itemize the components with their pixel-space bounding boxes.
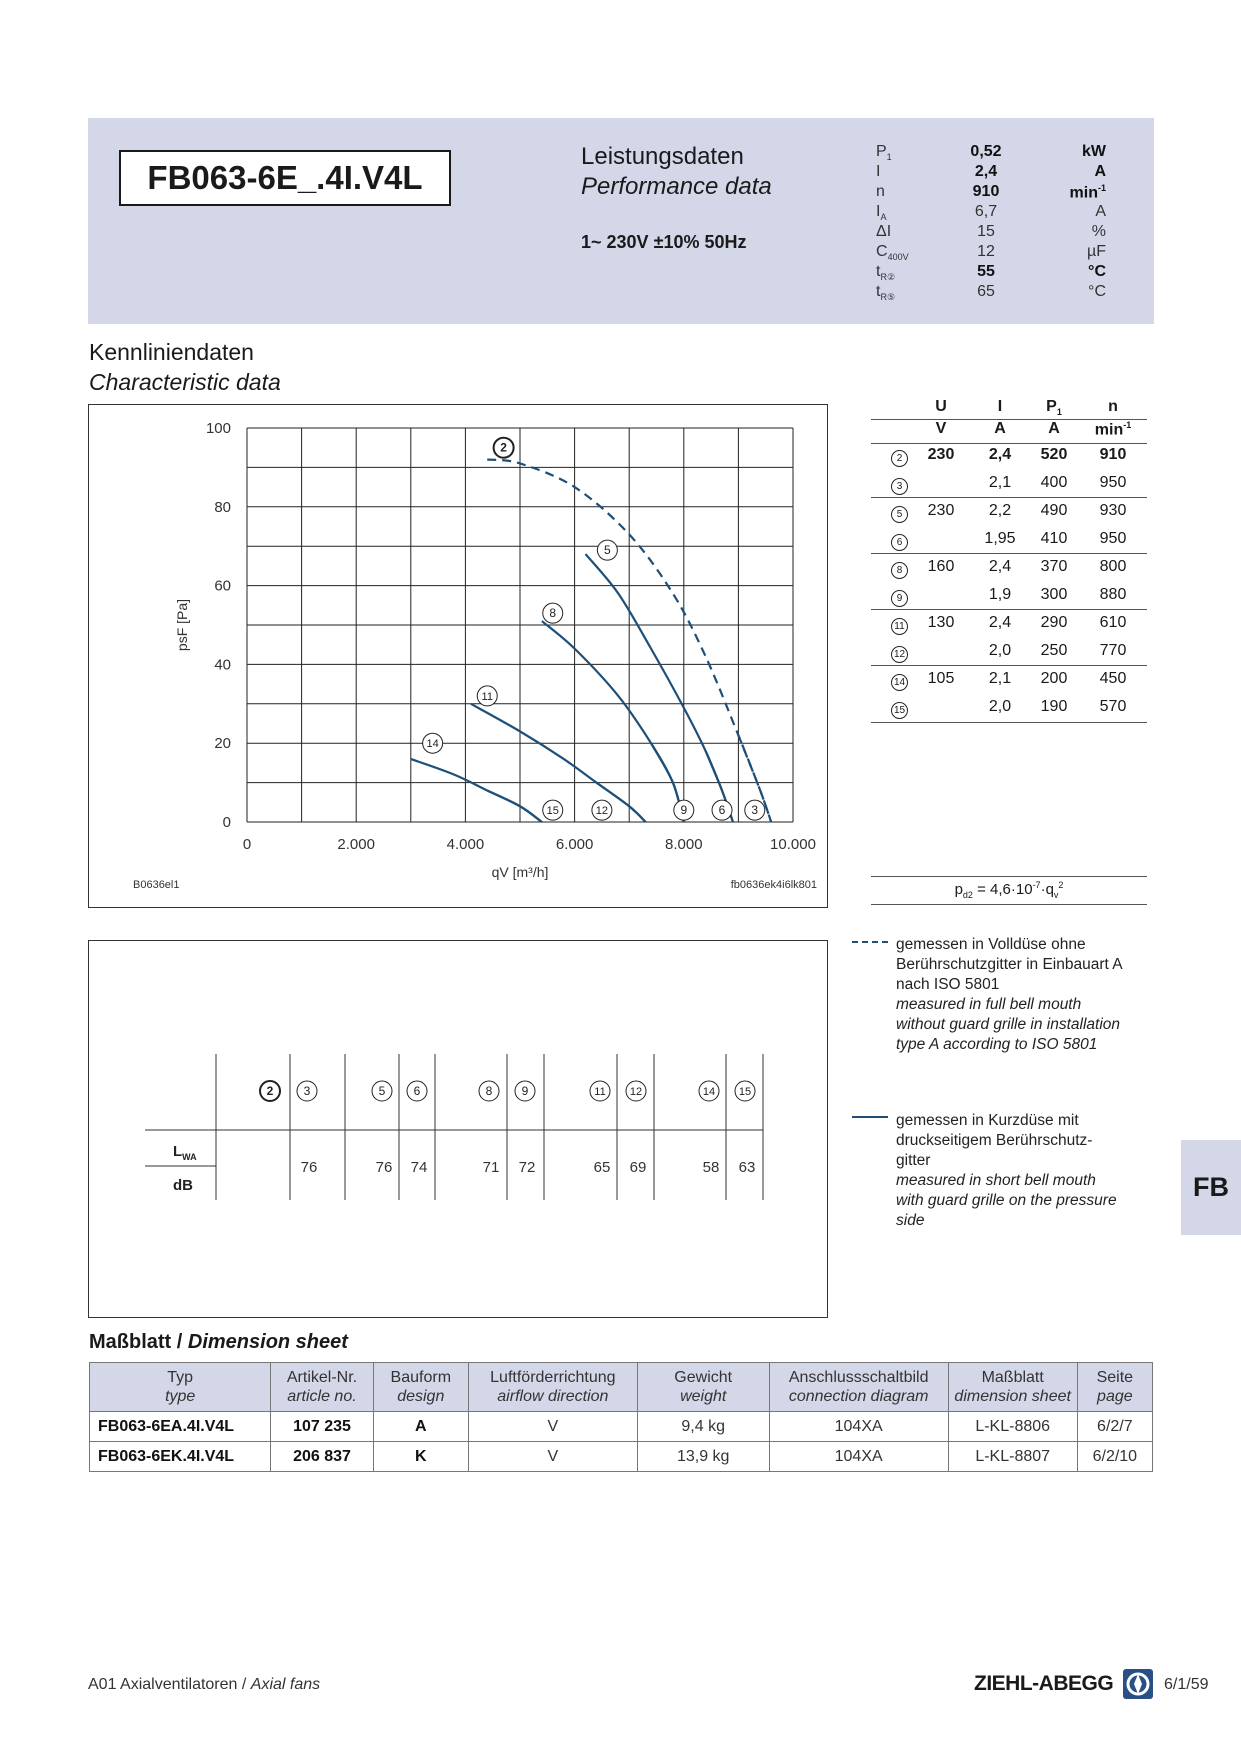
op-row-id-circle: 6 xyxy=(891,534,908,551)
perf-value: 55 xyxy=(977,263,995,280)
sound-value: 76 xyxy=(375,1159,393,1176)
x-tick-label: 4.000 xyxy=(446,836,485,853)
brand-logo-icon xyxy=(1122,1668,1154,1700)
op-row-cell: 190 xyxy=(1040,698,1068,715)
perf-symbol-sub: 1 xyxy=(886,152,892,163)
op-row-cell: 910 xyxy=(1099,446,1127,463)
perf-symbol: $P_1$ xyxy=(876,143,892,163)
curve-label-9 xyxy=(674,800,694,820)
sound-value: 58 xyxy=(702,1159,720,1176)
dimension-table-body xyxy=(90,1412,1153,1472)
op-row-cell: 950 xyxy=(1099,474,1127,491)
characteristic-chart xyxy=(89,405,827,907)
curve-label-text: 6 xyxy=(718,803,726,818)
op-row-id-circle: 2 xyxy=(891,450,908,467)
curve-label-text: 8 xyxy=(549,606,557,621)
op-row-id-circle: 11 xyxy=(891,618,908,635)
op-row-cell: 230 xyxy=(927,446,955,463)
op-row-cell: 370 xyxy=(1040,558,1068,575)
curve-label-3 xyxy=(745,800,765,820)
y-tick-label: 100 xyxy=(205,420,231,437)
perf-row xyxy=(876,263,1116,283)
sound-value: 76 xyxy=(300,1159,318,1176)
dimension-cell: L-KL-8806 xyxy=(948,1412,1077,1442)
curve-15 xyxy=(487,790,542,822)
sound-value: 65 xyxy=(593,1159,611,1176)
op-row-cell: 2,4 xyxy=(988,614,1012,631)
dimension-header-4 xyxy=(637,1363,769,1412)
pressure-formula xyxy=(871,880,1147,900)
dimension-cell: 6/2/10 xyxy=(1077,1442,1152,1472)
perf-row xyxy=(876,203,1116,223)
curve-label-text: 14 xyxy=(426,738,439,751)
dimension-header-5 xyxy=(769,1363,948,1412)
sound-id-text: 8 xyxy=(485,1084,493,1098)
op-row-cell: 1,9 xyxy=(988,586,1012,603)
op-row-cell: 880 xyxy=(1099,586,1127,603)
dimension-header-3 xyxy=(468,1363,637,1412)
curve-label-8 xyxy=(543,603,563,623)
op-row-cell: 610 xyxy=(1099,614,1127,631)
op-row-id-circle: 12 xyxy=(891,646,908,663)
curve-label-2 xyxy=(494,438,514,458)
dimension-header-2 xyxy=(373,1363,468,1412)
perf-unit: % xyxy=(1091,223,1106,240)
op-unit-sup: -1 xyxy=(1123,420,1132,430)
dimension-cell: 206 837 xyxy=(271,1442,373,1472)
op-row-id-circle: 14 xyxy=(891,674,908,691)
perf-unit: µF xyxy=(1087,243,1106,260)
dimension-cell: 104XA xyxy=(769,1412,948,1442)
op-row-cell: 160 xyxy=(927,558,955,575)
op-row-cell: 770 xyxy=(1099,642,1127,659)
perf-value: 15 xyxy=(977,223,995,240)
sound-value: 63 xyxy=(738,1159,756,1176)
op-row-cell: 2,1 xyxy=(988,474,1012,491)
op-row-cell: 230 xyxy=(927,502,955,519)
op-row-cell: 2,0 xyxy=(988,698,1012,715)
page-number: 6/1/59 xyxy=(1164,1676,1209,1693)
perf-unit: $\min^{-1}$ xyxy=(1069,183,1106,202)
legend-solid-de: gemessen in Kurzdüse mit druckseitigem Berührschutz-gitter xyxy=(896,1112,1093,1169)
sound-id-text: 2 xyxy=(266,1084,274,1098)
op-group-rule xyxy=(871,665,1147,666)
op-row-cell: 200 xyxy=(1040,670,1068,687)
legend-dashed-en: measured in full bell mouth without guard grille in installation type A according to ISO 5801 xyxy=(896,996,1121,1053)
x-tick-label: 6.000 xyxy=(555,836,594,853)
formula-eq: = 4,6·10 xyxy=(972,881,1033,898)
x-tick-label: 2.000 xyxy=(337,836,375,853)
legend-dashed-de: gemessen in Volldüse ohne Berührschutzgitter in Einbauart A nach ISO 5801 xyxy=(896,936,1122,993)
dimension-header-0 xyxy=(90,1363,271,1412)
curve-label-6 xyxy=(712,800,732,820)
dimension-header-7 xyxy=(1077,1363,1152,1412)
perf-symbol-sub: R② xyxy=(880,272,896,283)
performance-title-en: Performance data xyxy=(581,173,772,200)
curve-label-11 xyxy=(477,686,497,706)
op-row-cell: 490 xyxy=(1040,502,1068,519)
perf-value: 0,52 xyxy=(970,143,1002,160)
op-row-cell: 2,0 xyxy=(988,642,1012,659)
perf-value: 65 xyxy=(977,283,995,300)
legend-dashed-text xyxy=(896,935,1126,1055)
op-group-rule xyxy=(871,497,1147,498)
dimension-header-de: Gewicht xyxy=(674,1369,733,1386)
x-tick-label: 8.000 xyxy=(665,836,703,853)
y-tick-label: 80 xyxy=(214,498,231,516)
dimension-cell: L-KL-8807 xyxy=(948,1442,1077,1472)
formula-p: p xyxy=(954,881,963,898)
dimension-header-de: Artikel-Nr. xyxy=(286,1369,358,1386)
curve-label-text: 12 xyxy=(595,805,609,818)
sound-value: 74 xyxy=(410,1159,428,1176)
perf-unit: A xyxy=(1095,203,1106,220)
op-row-cell: 2,2 xyxy=(988,502,1012,519)
sound-value: 69 xyxy=(629,1159,647,1176)
sound-id-text: 6 xyxy=(413,1084,421,1098)
formula-rule-top xyxy=(871,876,1147,877)
perf-unit: A xyxy=(1094,163,1106,180)
dimension-cell: V xyxy=(468,1412,637,1442)
perf-row xyxy=(876,163,1116,183)
dimension-title-en: Dimension sheet xyxy=(187,1331,348,1353)
dimension-header-de: Luftförderrichtung xyxy=(490,1369,616,1386)
perf-row xyxy=(876,283,1116,303)
perf-symbol: $I_A$ xyxy=(876,203,887,223)
chart-footnote-left: B0636el1 xyxy=(133,879,180,891)
op-row-cell: 400 xyxy=(1040,474,1068,491)
formula-sq: 2 xyxy=(1058,880,1064,890)
op-row-cell: 130 xyxy=(927,614,955,631)
model-title: FB063-6E_.4I.V4L xyxy=(119,150,451,206)
curve-label-text: 3 xyxy=(751,803,759,818)
dimension-row xyxy=(90,1412,1153,1442)
footer-category xyxy=(88,1676,320,1694)
performance-title-de: Leistungsdaten xyxy=(581,143,744,170)
formula-q: ·q xyxy=(1040,881,1054,898)
perf-value: 2,4 xyxy=(974,163,998,180)
sound-value: 71 xyxy=(482,1159,500,1176)
perf-unit: °C xyxy=(1088,263,1106,280)
op-row-cell: 1,95 xyxy=(984,530,1016,547)
op-row-cell: 2,4 xyxy=(988,558,1012,575)
perf-value: 910 xyxy=(972,183,1000,200)
dimension-header-de: Bauform xyxy=(390,1369,452,1386)
section-tab-fb: FB xyxy=(1181,1140,1241,1235)
op-group-rule xyxy=(871,609,1147,610)
dimension-header-en: page xyxy=(1097,1388,1133,1405)
sound-value: 72 xyxy=(518,1159,536,1176)
sound-id-text: 14 xyxy=(702,1086,716,1098)
op-unit-3: A xyxy=(1048,420,1060,437)
op-table-units xyxy=(871,416,1147,444)
op-row-cell: 290 xyxy=(1040,614,1068,631)
dimension-cell: FB063-6EK.4I.V4L xyxy=(90,1442,271,1472)
op-row-id-circle: 3 xyxy=(891,478,908,495)
dimension-cell: 9,4 kg xyxy=(637,1412,769,1442)
supply-voltage: 1~ 230V ±10% 50Hz xyxy=(581,232,747,252)
op-table-row xyxy=(871,470,1147,498)
curve-label-15 xyxy=(543,800,563,820)
formula-sub: d2 xyxy=(962,890,973,900)
perf-symbol: I xyxy=(876,163,881,180)
dimension-header-en: weight xyxy=(680,1388,727,1405)
perf-symbol: $C_{400V}$ xyxy=(876,243,909,263)
op-table-row xyxy=(871,498,1147,526)
dimension-table xyxy=(89,1362,1153,1472)
op-header-sub: 1 xyxy=(1056,407,1062,418)
dimension-header-en: article no. xyxy=(287,1388,357,1405)
op-row-cell: 520 xyxy=(1040,446,1068,463)
x-tick-label: 10.000 xyxy=(770,836,816,853)
perf-symbol: $t_{R⑤}$ xyxy=(876,283,896,303)
footer-category-de: A01 Axialventilatoren / xyxy=(88,1676,251,1693)
op-group-rule xyxy=(871,553,1147,554)
op-table-row xyxy=(871,526,1147,554)
curve-label-14 xyxy=(423,733,443,753)
dimension-row xyxy=(90,1442,1153,1472)
curve-5 xyxy=(586,554,733,822)
curve-label-text: 9 xyxy=(680,803,688,818)
dimension-header-en: airflow direction xyxy=(497,1388,609,1405)
dimension-cell: K xyxy=(373,1442,468,1472)
formula-exp: -7 xyxy=(1032,880,1041,890)
curve-label-text: 2 xyxy=(500,440,507,455)
characteristic-title-en: Characteristic data xyxy=(89,369,281,395)
op-table-row xyxy=(871,442,1147,470)
op-row-cell: 930 xyxy=(1099,502,1127,519)
dimension-header-de: Maßblatt xyxy=(981,1369,1044,1386)
sound-row-label: $L_{WA}$ xyxy=(173,1143,197,1162)
dimension-header-en: design xyxy=(397,1388,445,1405)
x-axis-label: qV [m³/h] xyxy=(491,864,549,880)
dimension-cell: 107 235 xyxy=(271,1412,373,1442)
perf-row xyxy=(876,223,1116,243)
op-table-row xyxy=(871,610,1147,638)
y-axis-label: psF [Pa] xyxy=(174,598,190,652)
op-row-cell: 410 xyxy=(1040,530,1068,547)
op-table-row xyxy=(871,554,1147,582)
op-table-row xyxy=(871,638,1147,666)
perf-unit: kW xyxy=(1082,143,1106,160)
dimension-header-en: dimension sheet xyxy=(954,1388,1071,1405)
dimension-cell: 6/2/7 xyxy=(1077,1412,1152,1442)
op-row-cell: 2,1 xyxy=(988,670,1012,687)
perf-symbol-sub: R⑤ xyxy=(880,292,896,303)
dimension-cell: FB063-6EA.4I.V4L xyxy=(90,1412,271,1442)
op-table-row xyxy=(871,666,1147,694)
op-row-cell: 105 xyxy=(927,670,955,687)
x-tick-label: 0 xyxy=(242,836,252,853)
dimension-title-de: Maßblatt xyxy=(89,1331,172,1353)
chart-frame xyxy=(88,404,828,908)
sound-id-text: 5 xyxy=(378,1084,386,1098)
sound-id-text: 12 xyxy=(629,1086,643,1098)
dimension-header-1 xyxy=(271,1363,373,1412)
op-row-id-circle: 15 xyxy=(891,702,908,719)
sound-unit-label: dB xyxy=(173,1177,193,1194)
perf-value: 6,7 xyxy=(974,203,998,220)
formula-sub-v: v xyxy=(1053,890,1059,900)
op-unit-2: A xyxy=(994,420,1006,437)
legend-dashed-swatch xyxy=(850,936,890,946)
op-row-cell: 800 xyxy=(1099,558,1127,575)
curve-label-5 xyxy=(597,540,617,560)
sound-id-text: 9 xyxy=(521,1084,529,1098)
curve-label-12 xyxy=(592,800,612,820)
curve-14 xyxy=(411,759,542,822)
perf-value: 12 xyxy=(977,243,995,260)
op-row-cell: 570 xyxy=(1099,698,1127,715)
perf-symbol-sub: 400V xyxy=(887,252,909,263)
sound-frame xyxy=(88,940,828,1318)
y-tick-label: 0 xyxy=(222,814,231,831)
sound-power-table xyxy=(89,941,827,1317)
perf-symbol: $t_{R②}$ xyxy=(876,263,896,283)
brand-logo: ZIEHL-ABEGG xyxy=(974,1672,1114,1695)
dimension-cell: V xyxy=(468,1442,637,1472)
y-tick-label: 60 xyxy=(214,577,231,595)
op-row-cell: 450 xyxy=(1099,670,1127,687)
perf-row xyxy=(876,243,1116,263)
dimension-cell: 104XA xyxy=(769,1442,948,1472)
op-row-id-circle: 8 xyxy=(891,562,908,579)
sound-row-label-sub: WA xyxy=(182,1152,197,1162)
dimension-cell: A xyxy=(373,1412,468,1442)
dimension-header-de: Seite xyxy=(1096,1369,1134,1386)
perf-unit-sup: -1 xyxy=(1097,183,1106,193)
op-row-id-circle: 9 xyxy=(891,590,908,607)
sound-id-text: 3 xyxy=(303,1084,311,1098)
op-header-1: U xyxy=(935,398,947,415)
op-table-row xyxy=(871,582,1147,610)
dimension-table-header xyxy=(90,1363,1153,1412)
chart-footnote-right: fb0636ek4i6lk801 xyxy=(730,879,817,891)
dimension-header-en: connection diagram xyxy=(788,1388,929,1405)
legend-solid-swatch xyxy=(850,1112,890,1122)
op-row-cell: 300 xyxy=(1040,586,1068,603)
sound-id-text: 11 xyxy=(594,1086,606,1098)
op-unit-1: V xyxy=(935,420,947,437)
op-row-cell: 2,4 xyxy=(988,446,1012,463)
legend-solid-en: measured in short bell mouth with guard grille on the pressure side xyxy=(896,1172,1117,1229)
op-header-4: n xyxy=(1108,398,1118,415)
perf-symbol: ΔI xyxy=(876,223,892,240)
op-table-row xyxy=(871,694,1147,722)
op-table-bottom xyxy=(871,722,1147,723)
formula-rule-bottom xyxy=(871,904,1147,905)
perf-row xyxy=(876,143,1116,163)
sound-id-text: 15 xyxy=(738,1086,752,1098)
curve-label-text: 11 xyxy=(481,690,493,703)
op-table-rule xyxy=(871,419,1147,420)
dimension-header-de: Typ xyxy=(167,1369,194,1386)
curve-8 xyxy=(542,621,684,822)
y-tick-label: 20 xyxy=(214,735,231,753)
dimension-header-en: type xyxy=(165,1388,196,1405)
curve-label-text: 15 xyxy=(546,805,559,818)
perf-row xyxy=(876,183,1116,203)
y-tick-label: 40 xyxy=(214,656,231,674)
op-row-cell: 250 xyxy=(1040,642,1068,659)
legend-solid-text xyxy=(896,1111,1126,1231)
op-row-cell: 950 xyxy=(1099,530,1127,547)
curve-label-text: 5 xyxy=(604,543,611,558)
op-header-2: I xyxy=(997,398,1003,415)
dimension-title: Maßblatt / Dimension sheet xyxy=(89,1331,348,1353)
dimension-header-6 xyxy=(948,1363,1077,1412)
op-row-id-circle: 5 xyxy=(891,506,908,523)
op-header-3: $P_1$ xyxy=(1046,398,1062,418)
footer-category-en: Axial fans xyxy=(250,1676,321,1693)
dimension-header-de: Anschlussschaltbild xyxy=(788,1369,929,1386)
op-unit-4: $\min^{-1}$ xyxy=(1094,420,1132,439)
perf-unit: °C xyxy=(1088,283,1106,300)
perf-symbol: n xyxy=(876,183,885,200)
characteristic-title-de: Kennliniendaten xyxy=(89,339,254,365)
dimension-cell: 13,9 kg xyxy=(637,1442,769,1472)
perf-symbol-sub: A xyxy=(880,212,887,223)
